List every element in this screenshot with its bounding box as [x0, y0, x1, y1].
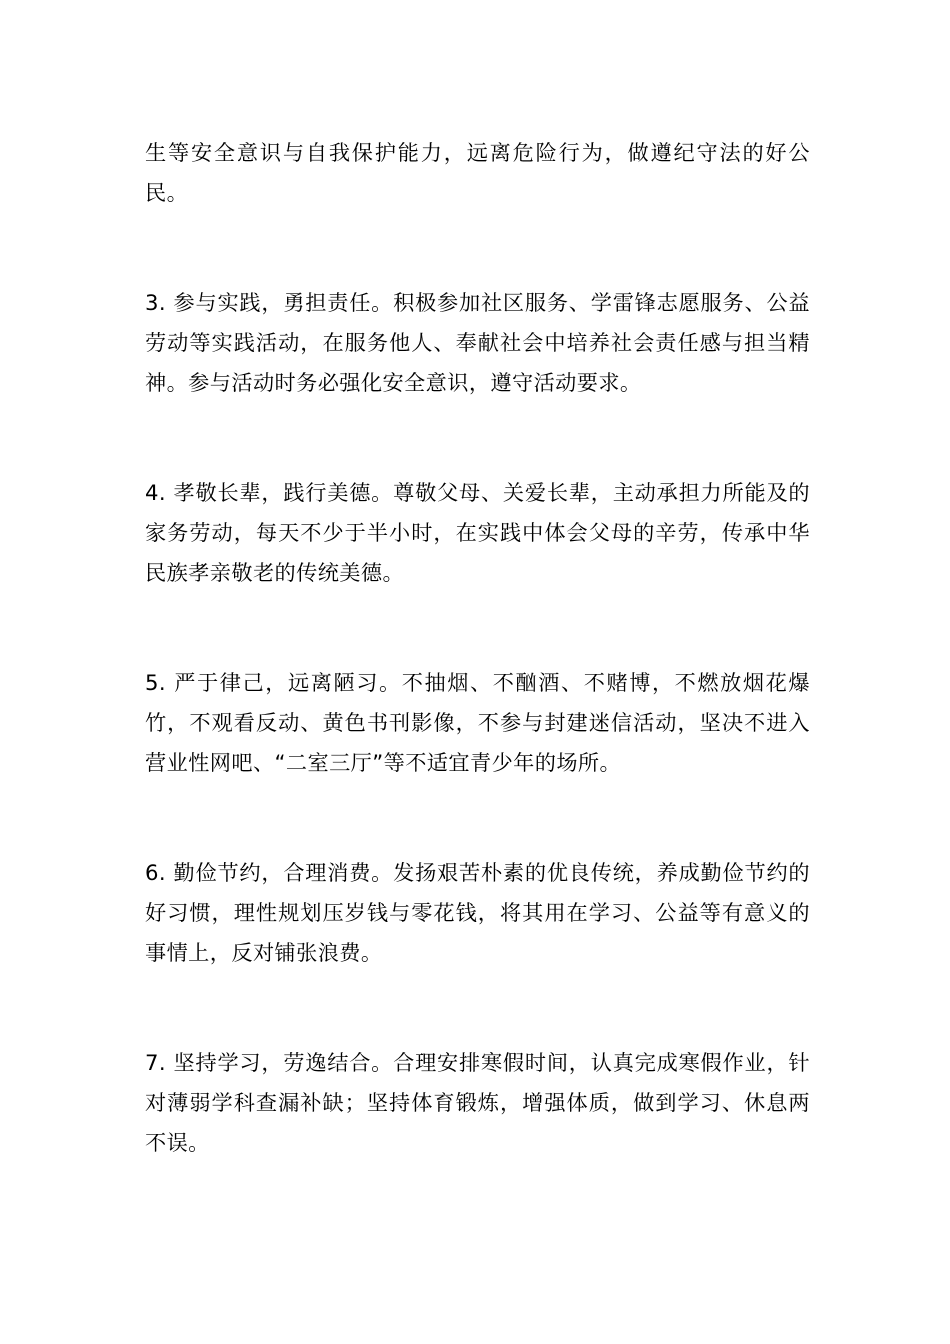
- paragraph-continuation: 生等安全意识与自我保护能力，远离危险行为，做遵纪守法的好公民。: [145, 140, 810, 205]
- paragraph-item-4: 4. 孝敬长辈，践行美德。尊敬父母、关爱长辈，主动承担力所能及的家务劳动，每天不少于半小时，在实践中体会父母的辛劳，传承中华民族孝亲敬老的传统美德。: [145, 480, 810, 585]
- paragraph-item-7: 7. 坚持学习，劳逸结合。合理安排寒假时间，认真完成寒假作业，针对薄弱学科查漏补缺；坚持体育锻炼，增强体质，做到学习、休息两不误。: [145, 1050, 810, 1155]
- document-body: [145, 133, 810, 1163]
- paragraph-item-5: 5. 严于律己，远离陋习。不抽烟、不酗酒、不赌博，不燃放烟花爆竹，不观看反动、黄色书刊影像，不参与封建迷信活动，坚决不进入营业性网吧、“二室三厅”等不适宜青少年的场所。: [145, 670, 810, 775]
- paragraph-item-3: 3. 参与实践，勇担责任。积极参加社区服务、学雷锋志愿服务、公益劳动等实践活动，在服务他人、奉献社会中培养社会责任感与担当精神。参与活动时务必强化安全意识，遵守活动要求。: [145, 290, 810, 395]
- paragraph-item-6: 6. 勤俭节约，合理消费。发扬艰苦朴素的优良传统，养成勤俭节约的好习惯，理性规划压岁钱与零花钱，将其用在学习、公益等有意义的事情上，反对铺张浪费。: [145, 860, 810, 965]
